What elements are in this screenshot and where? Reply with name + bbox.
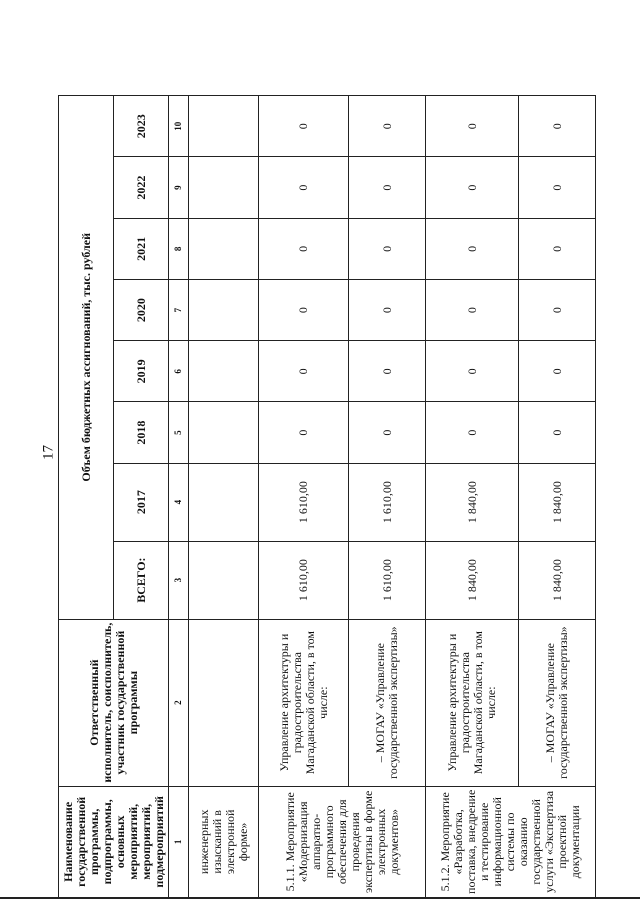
table-row bbox=[349, 96, 426, 898]
bottom-rule bbox=[0, 897, 640, 899]
value-cell bbox=[189, 96, 259, 157]
column-number: 5 bbox=[169, 402, 189, 463]
value-cell: 1 610,00 bbox=[259, 541, 349, 619]
column-number: 3 bbox=[169, 541, 189, 619]
table-row bbox=[426, 96, 519, 898]
value-cell: 0 bbox=[426, 218, 519, 279]
value-cell: 1 610,00 bbox=[349, 541, 426, 619]
name-cell: 5.1.1. Мероприятие «Модернизация аппаратно-программного обеспечения для проведения экспертизы в форме электронных документов» bbox=[259, 786, 426, 897]
value-cell: 0 bbox=[259, 341, 349, 402]
value-cell bbox=[189, 541, 259, 619]
column-number: 4 bbox=[169, 463, 189, 541]
responsible-cell: Управление архитектуры и градостроительства Магаданской области, в том числе: bbox=[259, 619, 349, 786]
year-header: 2019 bbox=[114, 341, 169, 402]
value-cell: 0 bbox=[426, 157, 519, 218]
year-header: 2021 bbox=[114, 218, 169, 279]
value-cell: 1 840,00 bbox=[519, 463, 596, 541]
value-cell: 0 bbox=[426, 279, 519, 340]
name-cell: инженерных изысканий в электронной форме» bbox=[189, 786, 259, 897]
responsible-column-header: Ответственный исполнитель, соисполнитель, участник государственной программы bbox=[59, 619, 169, 786]
table-row bbox=[189, 96, 259, 898]
value-cell bbox=[189, 402, 259, 463]
value-cell bbox=[189, 157, 259, 218]
value-cell: 0 bbox=[519, 402, 596, 463]
rotated-table-container bbox=[58, 95, 622, 898]
year-header: 2018 bbox=[114, 402, 169, 463]
value-cell: 1 610,00 bbox=[349, 463, 426, 541]
column-number: 2 bbox=[169, 619, 189, 786]
responsible-cell: – МОГАУ «Управление государственной экспертизы» bbox=[519, 619, 596, 786]
page-number: 17 bbox=[40, 445, 57, 460]
column-number: 8 bbox=[169, 218, 189, 279]
value-cell: 0 bbox=[426, 402, 519, 463]
budget-group-header: Объем бюджетных ассигнований, тыс. рублей bbox=[59, 96, 114, 620]
table-row bbox=[259, 96, 349, 898]
responsible-cell bbox=[189, 619, 259, 786]
column-number: 1 bbox=[169, 786, 189, 897]
value-cell: 0 bbox=[519, 279, 596, 340]
value-cell: 0 bbox=[259, 402, 349, 463]
value-cell: 0 bbox=[519, 96, 596, 157]
value-cell: 0 bbox=[349, 96, 426, 157]
name-column-header: Наименование государственной программы, подпрограммы, основных мероприятий, мероприятий, подмероприятий bbox=[59, 786, 169, 897]
value-cell: 0 bbox=[349, 402, 426, 463]
responsible-cell: – МОГАУ «Управление государственной экспертизы» bbox=[349, 619, 426, 786]
value-cell: 0 bbox=[519, 157, 596, 218]
value-cell: 1 610,00 bbox=[259, 463, 349, 541]
value-cell: 0 bbox=[426, 341, 519, 402]
total-column-header: ВСЕГО: bbox=[114, 541, 169, 619]
value-cell: 0 bbox=[349, 218, 426, 279]
column-number: 6 bbox=[169, 341, 189, 402]
year-header: 2022 bbox=[114, 157, 169, 218]
value-cell: 0 bbox=[519, 341, 596, 402]
value-cell: 0 bbox=[259, 96, 349, 157]
value-cell: 1 840,00 bbox=[519, 541, 596, 619]
value-cell: 0 bbox=[426, 96, 519, 157]
value-cell: 0 bbox=[349, 341, 426, 402]
column-number: 9 bbox=[169, 157, 189, 218]
value-cell: 1 840,00 bbox=[426, 463, 519, 541]
name-cell: 5.1.2. Мероприятие «Разработка, поставка, внедрение и тестирование информационной системы по оказанию государственной услуги «Экспертиза проектной документации bbox=[426, 786, 596, 897]
budget-table bbox=[58, 95, 596, 898]
value-cell: 1 840,00 bbox=[426, 541, 519, 619]
value-cell bbox=[189, 341, 259, 402]
value-cell bbox=[189, 279, 259, 340]
value-cell: 0 bbox=[519, 218, 596, 279]
value-cell: 0 bbox=[259, 279, 349, 340]
value-cell: 0 bbox=[259, 218, 349, 279]
value-cell: 0 bbox=[349, 157, 426, 218]
value-cell bbox=[189, 218, 259, 279]
responsible-cell: Управление архитектуры и градостроительства Магаданской области, в том числе: bbox=[426, 619, 519, 786]
value-cell bbox=[189, 463, 259, 541]
year-header: 2020 bbox=[114, 279, 169, 340]
column-number: 7 bbox=[169, 279, 189, 340]
value-cell: 0 bbox=[349, 279, 426, 340]
value-cell: 0 bbox=[259, 157, 349, 218]
table-row bbox=[519, 96, 596, 898]
year-header: 2023 bbox=[114, 96, 169, 157]
column-number: 10 bbox=[169, 96, 189, 157]
year-header: 2017 bbox=[114, 463, 169, 541]
